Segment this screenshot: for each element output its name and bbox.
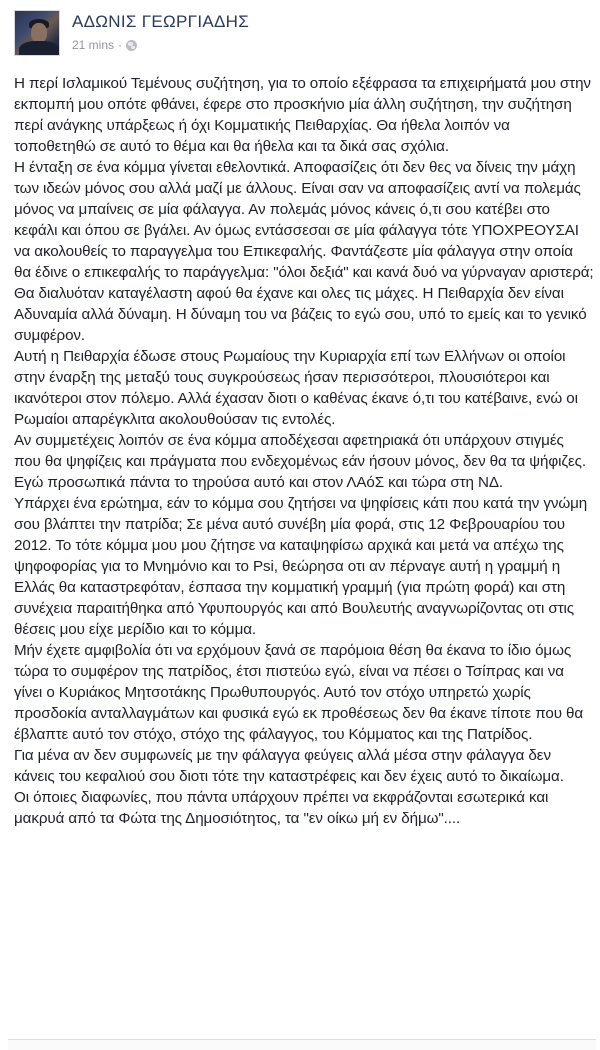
post-timestamp[interactable]: 21 mins — [72, 38, 115, 52]
post-actions-bar — [8, 1040, 596, 1050]
avatar-shoulders-shape — [19, 41, 59, 56]
timestamp-separator: · — [118, 38, 123, 52]
post-paragraph: Μήν έχετε αμφιβολία ότι να ερχόμουν ξανά σε παρόμοια θέση θα έκανα το ίδιο όμως τώρα το συμφέρον της πατρίδος, έτσι πιστεύω εγώ, είναι να πέσει ο Τσίπρας και να γίνει ο Κυριάκος Μητσοτάκης Πρωθυπουργός. Αυτό τον στόχο υπηρετώ χωρίς προσδοκία ανταλλαγμάτων και φυσικά εγώ εκ προθέσεως δεν θα έκανε τίποτε που θα έβλαπτε αυτό τον στόχο, στόχο της φάλαγγος, του Κόμματος και της Πατρίδος. — [14, 642, 584, 743]
post-paragraph: Εγώ προσωπικά πάντα το τηρούσα αυτό και στον ΛΑόΣ και τώρα στη ΝΔ. — [14, 474, 504, 491]
post-paragraph: Αν συμμετέχεις λοιπόν σε ένα κόμμα αποδέχεσαι αφετηριακά ότι υπάρχουν στιγμές που θα ψηφίζεις και πράγματα που ενδεχομένως εάν ήσουν μόνος, δεν θα τα ψήφιζες. — [14, 432, 587, 470]
timestamp-row — [72, 38, 249, 52]
avatar[interactable] — [14, 10, 60, 56]
author-name[interactable]: ΑΔΩΝΙΣ ΓΕΩΡΓΙΑΔΗΣ — [72, 12, 250, 31]
post-paragraph: Η ένταξη σε ένα κόμμα γίνεται εθελοντικά. Αποφασίζεις ότι δεν θες να δίνεις την μάχη των ιδεών μόνος σου αλλά μαζί με άλλους. Είναι σαν να αποφασίζεις αντί να πολεμάς μόνος να μπαίνεις σε μία φάλαγγα. Αν πολεμάς μόνος κάνεις ό,τι σου κατέβει στο κεφάλι και όπου σε βγάλει. Αν όμως εντάσσεσαι σε μία φάλαγγα τότε ΥΠΟΧΡΕΟΥΣΑΙ να ακολουθείς το παραγγελμα του Επικεφαλής. Φαντάζεστε μία φάλαγγα στην οποία θα έδινε ο επικεφαλής το παράγγελμα: "όλοι δεξιά" και κανά δυό να γύρναγαν αριστερά; Θα διαλυόταν καταγέλαστη αφού θα έχανε και ολες τις μάχες. Η Πειθαρχία δεν είναι Αδυναμία αλλά δύναμη. Η δύναμη του να βάζεις το εγώ σου, υπό το εμείς και το γενικό συμφέρον. — [14, 159, 594, 344]
avatar-face-shape — [31, 23, 47, 43]
globe-icon[interactable] — [126, 40, 137, 51]
post-header — [14, 10, 249, 58]
post-paragraph: Οι όποιες διαφωνίες, που πάντα υπάρχουν πρέπει να εκφράζονται εσωτερικά και μακρυά από τα Φώτα της Δημοσιότητος, τα "εν οίκω μή εν δήμω".... — [14, 789, 549, 827]
post-body — [14, 73, 594, 829]
post-paragraph: Η περί Ισλαμικού Τεμένους συζήτηση, για το οποίο εξέφρασα τα επιχειρήματά μου στην εκπομπή μου οπότε φθάνει, έφερε στο προσκήνιο μία άλλη συζήτηση, την συζήτηση περί ανάγκης υπάρξεως ή όχι Κομματικής Πειθαρχίας. Θα ήθελα λοιπόν να τοποθετηθώ σε αυτό το θέμα και θα ήθελα και τα δικά σας σχόλια. — [14, 75, 591, 155]
post-paragraph: Υπάρχει ένα ερώτημα, εάν το κόμμα σου ζητήσει να ψηφίσεις κάτι που κατά την γνώμη σου βλάπτει την πατρίδα; Σε μένα αυτό συνέβη μία φορά, στις 12 Φεβρουαρίου του 2012. Το τότε κόμμα μου μου ζήτησε να καταψηφίσω αρχικά και μετά να απέχω της ψηφοφορίας για το Μνημόνιο και το Psi, θεώρησα οτι αν πέρναγε αυτή η γραμμή η Ελλάς θα καταστρεφόταν, έσπασα την κομματική γραμμή (για πρώτη φορά) και στη συνέχεια παραιτήθηκα από Υφυπουργός και από Βουλευτής αναγνωρίζοντας οτι στις θέσεις μου είχε μερίδιο και το κόμμα. — [14, 495, 588, 638]
post-paragraph: Αυτή η Πειθαρχία έδωσε στους Ρωμαίους την Κυριαρχία επί των Ελλήνων οι οποίοι στην έναρξη της μεταξύ τους συγκρούσεως ήσαν περισσότεροι, πλουσιότεροι και ικανότεροι στον πόλεμο. Αλλά έχασαν διοτι ο καθένας έκανε ό,τι του κατέβαινε, ενώ οι Ρωμαίοι απαρέγκλιτα ακολουθούσαν τις εντολές. — [14, 348, 578, 428]
post-meta — [72, 10, 249, 52]
post-paragraph: Για μένα αν δεν συμφωνείς με την φάλαγγα φεύγεις αλλά μέσα στην φάλαγγα δεν κάνεις του κεφαλιού σου διοτι τότε την καταστρέφεις και δεν έχεις αυτό το δικαίωμα. — [14, 747, 564, 785]
